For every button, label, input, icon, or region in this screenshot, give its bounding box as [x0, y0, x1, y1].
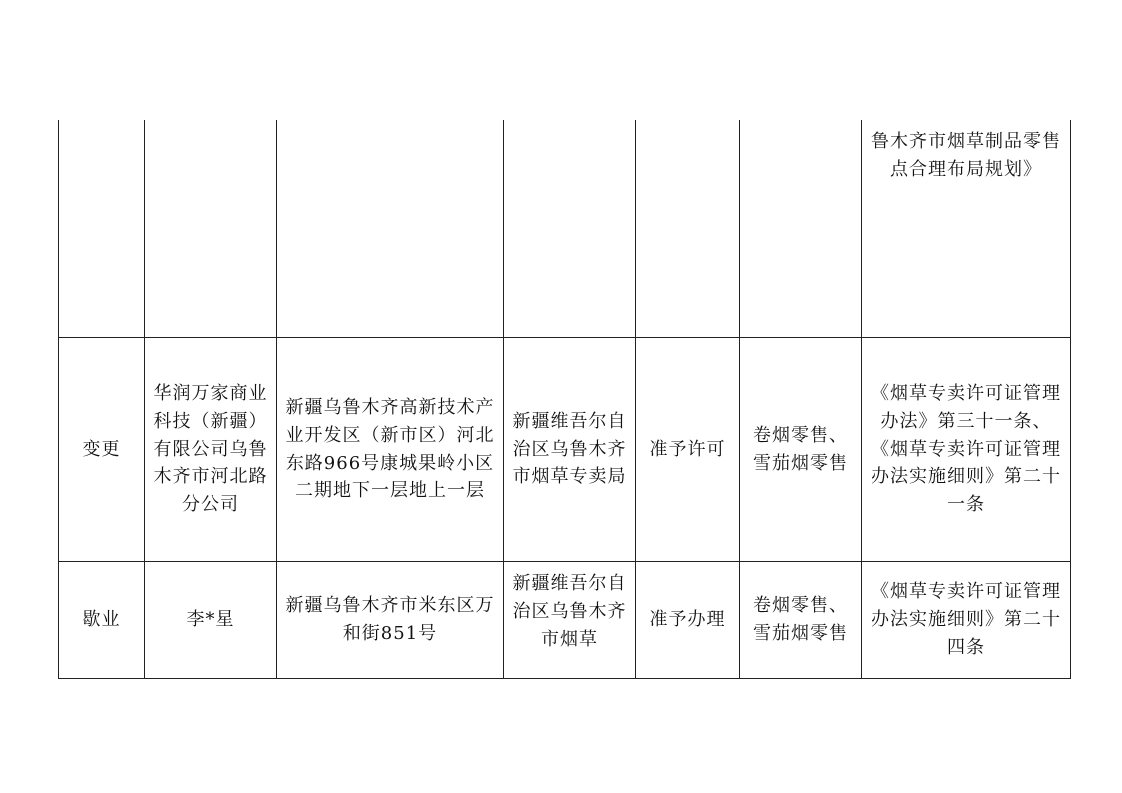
basis-cell: 《烟草专卖许可证管理办法》第三十一条、《烟草专卖许可证管理办法实施细则》第二十一条: [862, 338, 1071, 562]
decision-cell: 准予办理: [636, 562, 740, 679]
permit-table: [58, 120, 1071, 679]
basis-cell: 《烟草专卖许可证管理办法实施细则》第二十四条: [862, 562, 1071, 679]
decision-cell: 准予许可: [636, 338, 740, 562]
table-cell: [740, 120, 862, 338]
table-cell: [145, 120, 277, 338]
holder-cell: 华润万家商业科技（新疆）有限公司乌鲁木齐市河北路分公司: [145, 338, 277, 562]
holder-cell: 李*星: [145, 562, 277, 679]
authority-cell: 新疆维吾尔自治区乌鲁木齐市烟草专卖局: [504, 338, 636, 562]
action-type-cell: 变更: [59, 338, 145, 562]
table-cell: [504, 120, 636, 338]
authority-cell: [504, 562, 636, 679]
table-cell: [636, 120, 740, 338]
table-cell: [59, 120, 145, 338]
authority-text: 新疆维吾尔自治区乌鲁木齐市烟草: [512, 573, 627, 650]
table-row-continuation: [59, 120, 1071, 338]
table-row: [59, 562, 1071, 679]
basis-cell: 鲁木齐市烟草制品零售点合理布局规划》: [862, 120, 1071, 338]
address-cell: 新疆乌鲁木齐高新技术产业开发区（新市区）河北东路966号康城果岭小区二期地下一层地上一层: [277, 338, 504, 562]
table-cell: [277, 120, 504, 338]
scope-cell: 卷烟零售、 雪茄烟零售: [740, 338, 862, 562]
table-row: [59, 338, 1071, 562]
scope-cell: 卷烟零售、 雪茄烟零售: [740, 562, 862, 679]
action-type-cell: 歇业: [59, 562, 145, 679]
address-cell: 新疆乌鲁木齐市米东区万和街851号: [277, 562, 504, 679]
